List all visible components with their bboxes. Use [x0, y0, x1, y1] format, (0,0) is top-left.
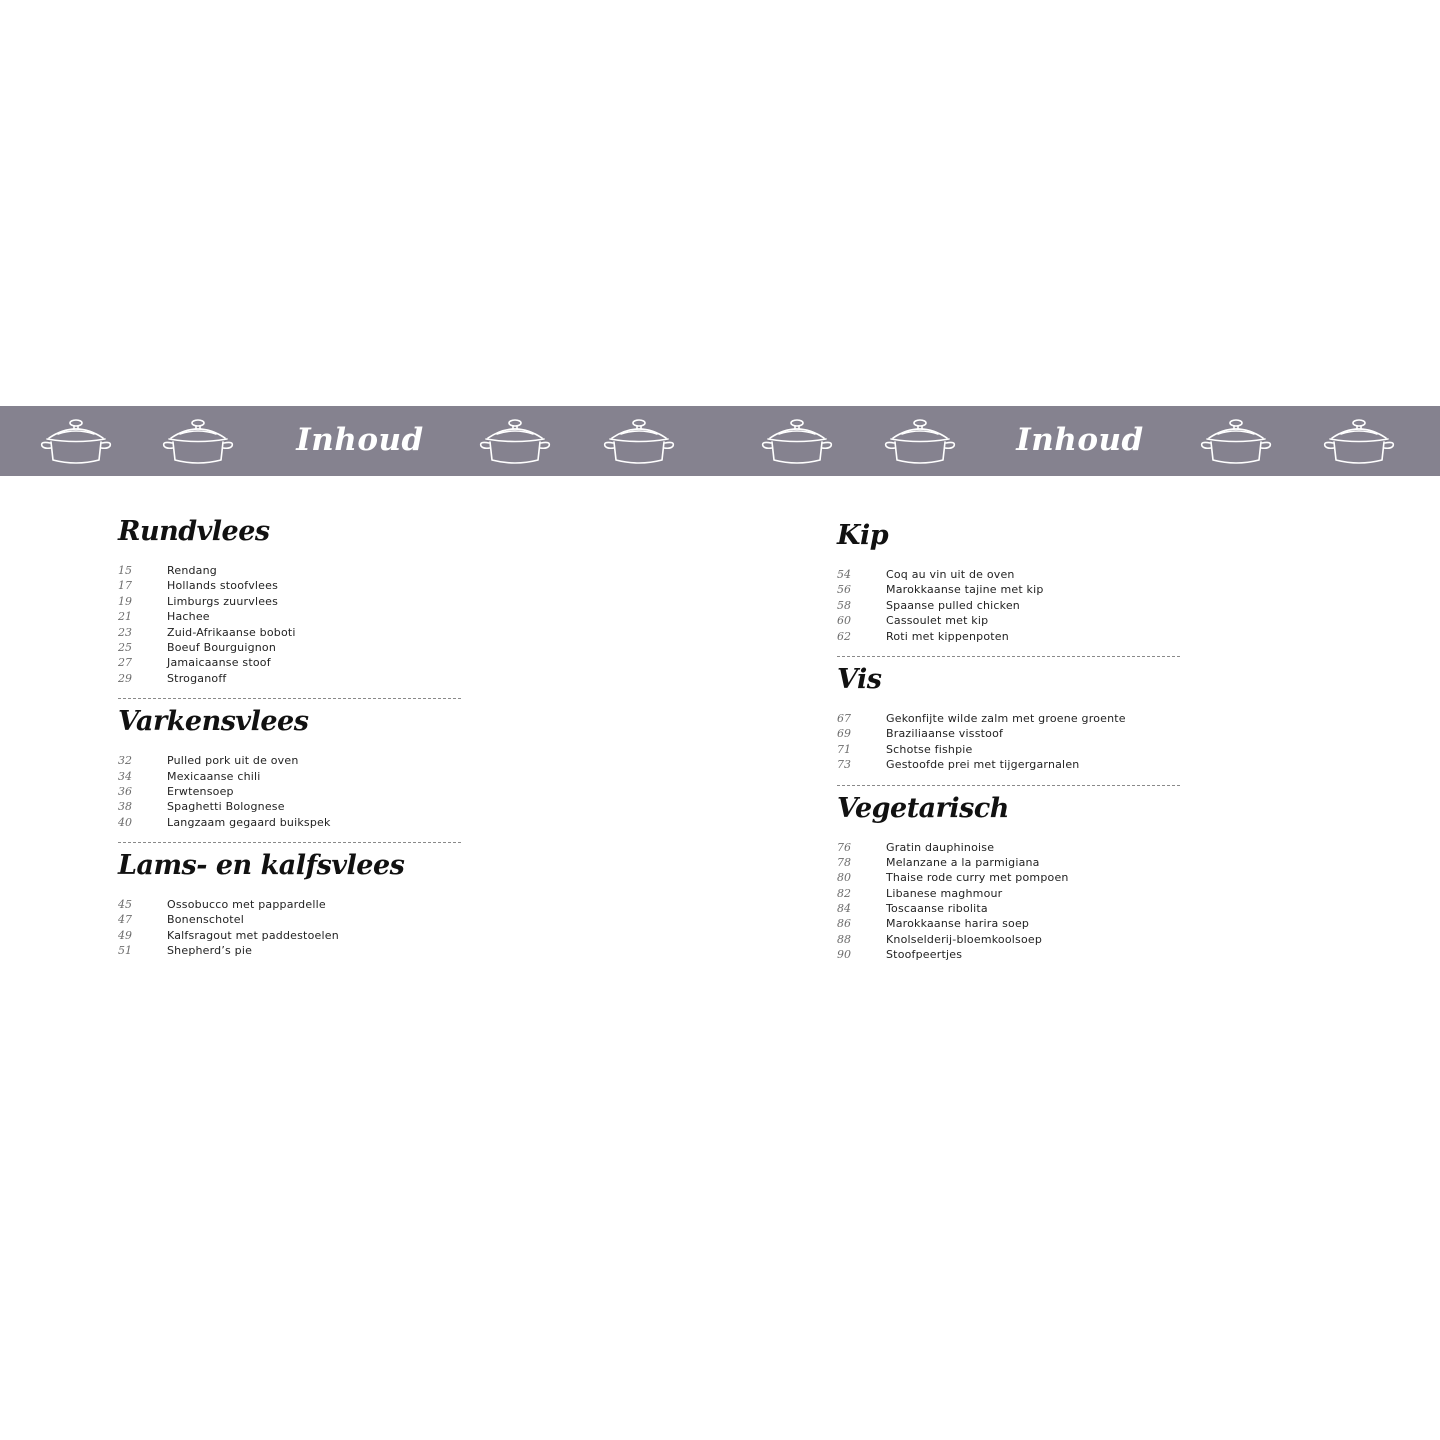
toc-entry[interactable] — [118, 943, 463, 958]
recipe-title: Spaghetti Bolognese — [167, 800, 285, 814]
recipe-title: Roti met kippenpoten — [886, 629, 1009, 643]
toc-entry[interactable] — [118, 655, 463, 670]
recipe-title: Erwtensoep — [167, 784, 234, 798]
section-divider — [837, 656, 1180, 657]
page-number: 67 — [837, 711, 851, 725]
page-number: 69 — [837, 727, 851, 741]
toc-entry[interactable] — [837, 855, 1182, 870]
header-title-right: Inhoud — [1016, 422, 1144, 458]
page-number: 32 — [118, 754, 132, 768]
toc-entry[interactable] — [118, 625, 463, 640]
page-number: 38 — [118, 800, 132, 814]
recipe-title: Shepherd’s pie — [167, 944, 253, 958]
recipe-title: Stroganoff — [167, 671, 227, 685]
casserole-pot-icon — [601, 416, 677, 466]
toc-entry[interactable] — [118, 563, 463, 578]
toc-entry[interactable] — [118, 928, 463, 943]
toc-section — [118, 705, 463, 830]
recipe-title: Hollands stoofvlees — [167, 579, 279, 593]
toc-entry[interactable] — [837, 629, 1182, 644]
toc-entry[interactable] — [118, 815, 463, 830]
page-number: 80 — [837, 871, 851, 885]
page-number: 90 — [837, 948, 851, 962]
recipe-title: Knolselderij-bloemkoolsoep — [886, 932, 1043, 946]
page-number: 86 — [837, 917, 851, 931]
section-divider — [118, 842, 461, 843]
toc-section — [837, 792, 1182, 963]
casserole-pot-icon — [477, 416, 553, 466]
toc-section — [118, 515, 463, 686]
toc-entry[interactable] — [837, 886, 1182, 901]
toc-entry[interactable] — [837, 901, 1182, 916]
recipe-title: Mexicaanse chili — [167, 769, 261, 783]
section-divider — [837, 785, 1180, 786]
toc-entry[interactable] — [118, 784, 463, 799]
page-number: 56 — [837, 583, 851, 597]
toc-entry[interactable] — [118, 799, 463, 814]
page-number: 71 — [837, 742, 851, 756]
recipe-title: Zuid-Afrikaanse boboti — [167, 625, 296, 639]
toc-section — [118, 849, 463, 959]
toc-right-column — [837, 519, 1182, 963]
recipe-title: Limburgs zuurvlees — [167, 594, 279, 608]
recipe-title: Kalfsragout met paddestoelen — [167, 928, 339, 942]
casserole-pot-icon — [882, 416, 958, 466]
page-number: 17 — [118, 579, 132, 593]
page-number: 49 — [118, 928, 132, 942]
recipe-title: Rendang — [167, 564, 217, 577]
toc-entry[interactable] — [837, 916, 1182, 931]
recipe-title: Melanzane a la parmigiana — [886, 855, 1040, 869]
page-number: 34 — [118, 769, 132, 783]
toc-entry[interactable] — [837, 870, 1182, 885]
page-number: 23 — [118, 625, 132, 639]
page-number: 73 — [837, 758, 851, 772]
casserole-pot-icon — [38, 416, 114, 466]
recipe-title: Marokkaanse tajine met kip — [886, 583, 1044, 597]
toc-entry[interactable] — [118, 897, 463, 912]
casserole-pot-icon — [160, 416, 236, 466]
recipe-title: Marokkaanse harira soep — [886, 917, 1030, 931]
page-number: 76 — [837, 840, 851, 854]
toc-entry[interactable] — [837, 613, 1182, 628]
section-heading: Vis — [837, 663, 882, 695]
toc-entry[interactable] — [837, 932, 1182, 947]
page-number: 84 — [837, 902, 851, 916]
toc-entry[interactable] — [118, 769, 463, 784]
toc-entry[interactable] — [118, 640, 463, 655]
recipe-title: Gekonfijte wilde zalm met groene groente — [886, 711, 1126, 725]
toc-entry[interactable] — [118, 594, 463, 609]
recipe-title: Ossobucco met pappardelle — [167, 898, 326, 912]
toc-entry[interactable] — [837, 711, 1182, 726]
toc-entry[interactable] — [837, 947, 1182, 962]
section-heading: Rundvlees — [118, 516, 270, 547]
section-heading: Lams- en kalfsvlees — [118, 850, 405, 882]
recipe-title: Spaanse pulled chicken — [886, 598, 1020, 612]
toc-entry[interactable] — [837, 598, 1182, 613]
recipe-title: Gratin dauphinoise — [886, 840, 995, 854]
casserole-pot-icon — [1198, 416, 1274, 466]
recipe-title: Langzaam gegaard buikspek — [167, 815, 331, 829]
section-divider — [118, 698, 461, 699]
section-heading: Varkensvlees — [118, 706, 309, 738]
toc-entry[interactable] — [118, 753, 463, 768]
recipe-title: Schotse fishpie — [886, 742, 973, 756]
recipe-title: Pulled pork uit de oven — [167, 754, 299, 768]
page-number: 15 — [118, 564, 132, 577]
page-number: 21 — [118, 610, 132, 624]
page-number: 27 — [118, 656, 132, 670]
toc-entry[interactable] — [118, 671, 463, 686]
toc-entry[interactable] — [837, 840, 1182, 855]
header-band — [0, 406, 1440, 476]
page-number: 58 — [837, 598, 851, 612]
page-number: 45 — [118, 898, 132, 912]
casserole-pot-icon — [1321, 416, 1397, 466]
toc-entry[interactable] — [837, 726, 1182, 741]
toc-entry[interactable] — [118, 609, 463, 624]
recipe-title: Thaise rode curry met pompoen — [886, 871, 1069, 885]
toc-left-column — [118, 515, 463, 959]
recipe-title: Coq au vin uit de oven — [886, 568, 1015, 581]
toc-entry[interactable] — [837, 567, 1182, 582]
page-number: 78 — [837, 855, 851, 869]
toc-entry[interactable] — [118, 912, 463, 927]
page-number: 19 — [118, 594, 132, 608]
recipe-title: Bonenschotel — [167, 913, 245, 927]
page-number: 36 — [118, 784, 132, 798]
toc-entry[interactable] — [837, 582, 1182, 597]
recipe-title: Toscaanse ribolita — [886, 902, 988, 916]
page-number: 60 — [837, 614, 851, 628]
recipe-title: Stoofpeertjes — [886, 948, 963, 962]
page-number: 25 — [118, 640, 132, 654]
page-number: 51 — [118, 944, 132, 958]
section-heading: Vegetarisch — [837, 792, 1009, 824]
recipe-title: Braziliaanse visstoof — [886, 727, 1004, 741]
toc-entry[interactable] — [837, 742, 1182, 757]
toc-entry[interactable] — [837, 757, 1182, 772]
recipe-title: Cassoulet met kip — [886, 614, 989, 628]
page-number: 54 — [837, 568, 851, 581]
recipe-title: Gestoofde prei met tijgergarnalen — [886, 758, 1080, 772]
page-number: 82 — [837, 886, 851, 900]
recipe-title: Jamaicaanse stoof — [167, 656, 271, 670]
page-number: 29 — [118, 671, 132, 685]
recipe-title: Libanese maghmour — [886, 886, 1003, 900]
page-number: 88 — [837, 932, 851, 946]
page-number: 62 — [837, 629, 851, 643]
header-title-left: Inhoud — [296, 422, 424, 458]
recipe-title: Boeuf Bourguignon — [167, 640, 277, 654]
recipe-title: Hachee — [167, 610, 210, 624]
casserole-pot-icon — [759, 416, 835, 466]
section-heading: Kip — [837, 520, 889, 551]
toc-section — [837, 663, 1182, 773]
toc-section — [837, 519, 1182, 644]
toc-entry[interactable] — [118, 578, 463, 593]
page-number: 47 — [118, 913, 132, 927]
page-number: 40 — [118, 815, 132, 829]
